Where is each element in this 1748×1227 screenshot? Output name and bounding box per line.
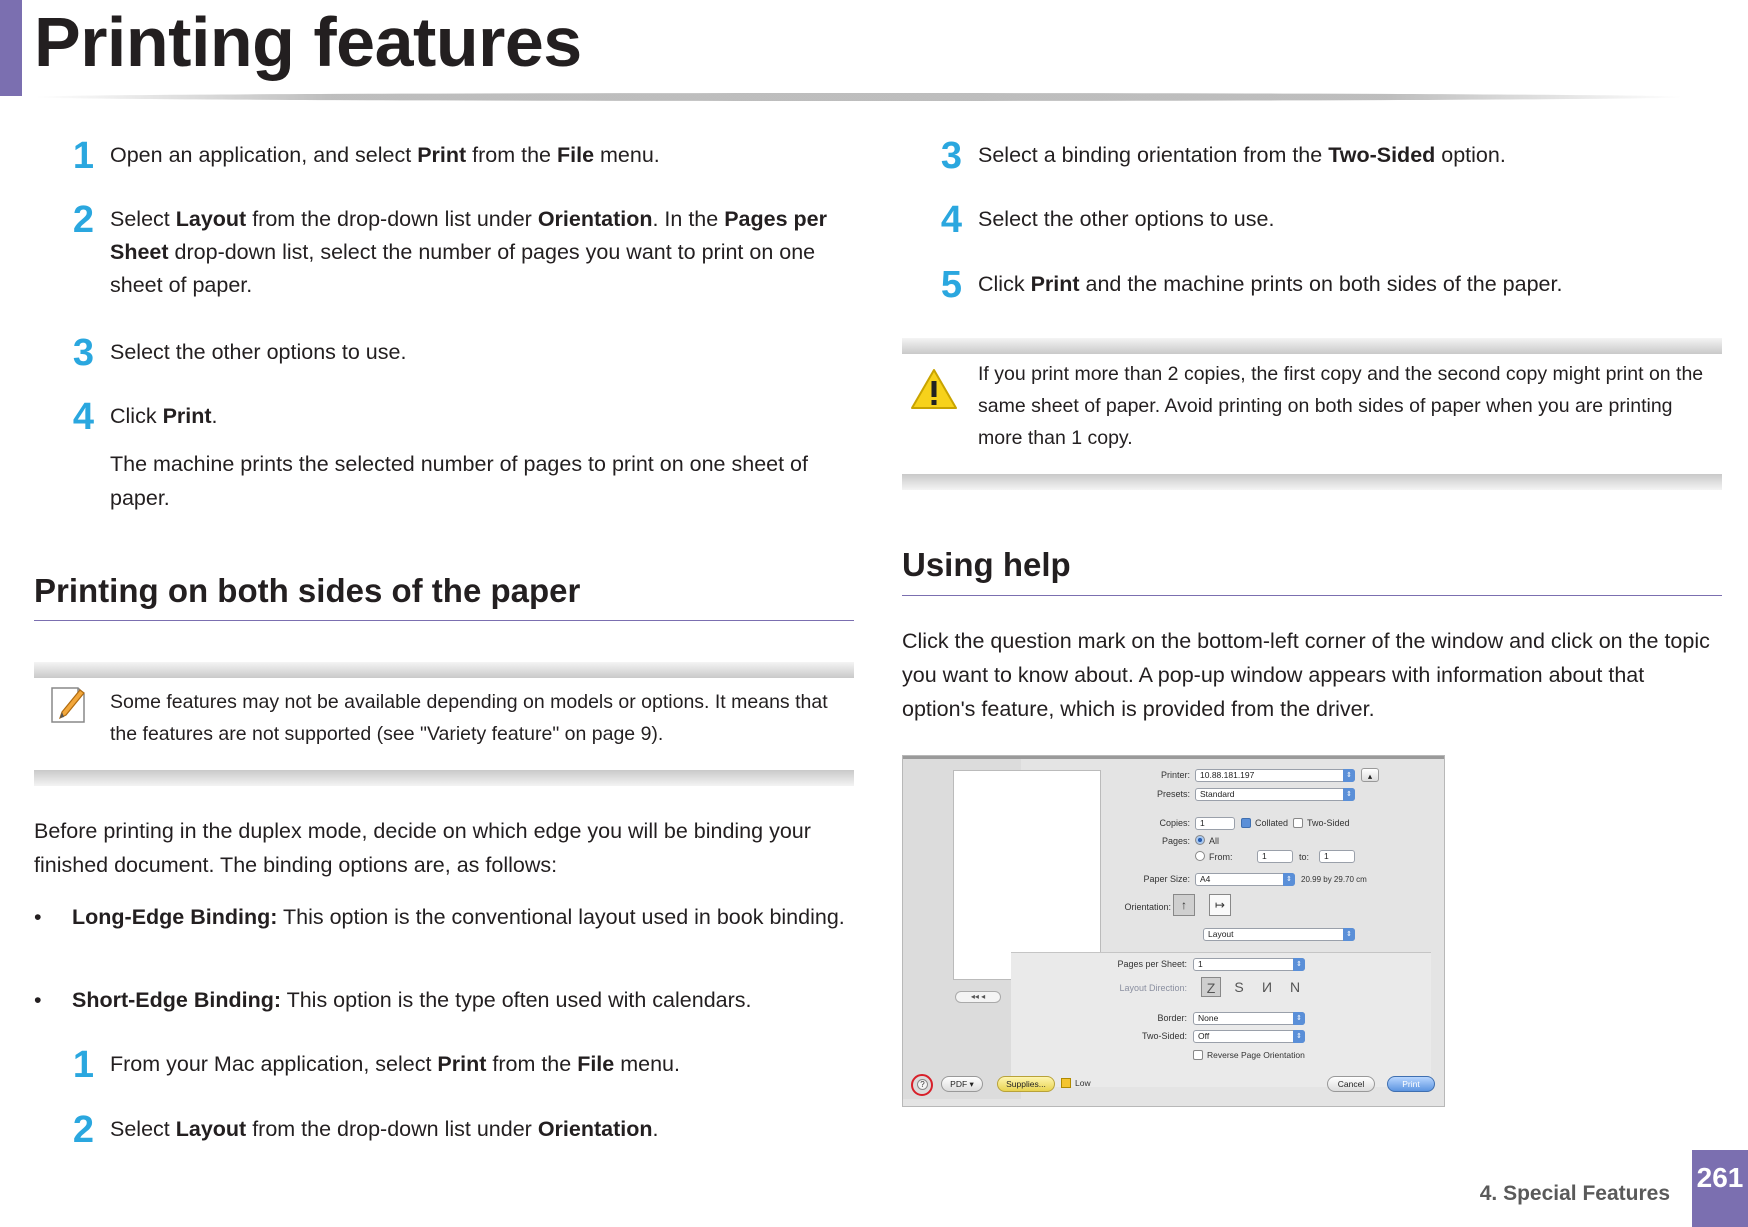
presets-label: Presets: [1156, 789, 1190, 799]
note-box [34, 662, 854, 786]
step-text [110, 203, 854, 302]
step-text-part: and the machine prints on both sides of the paper. [1079, 272, 1563, 296]
step-text [110, 1048, 854, 1081]
page-title: Printing features [34, 3, 582, 81]
ui-term: Print [437, 1052, 487, 1076]
cancel-button[interactable]: Cancel [1327, 1076, 1375, 1092]
preview-prev-buttons[interactable]: ◂◂ ◂ [955, 991, 1001, 1003]
preview-page [953, 770, 1101, 980]
section-title-help: Using help [902, 546, 1071, 583]
ui-term: Pages per Sheet [110, 207, 827, 264]
step-text-part: Select [110, 1117, 176, 1141]
binding-option-desc: This option is the type often used with calendars. [281, 988, 752, 1012]
step-number: 5 [940, 264, 962, 306]
binding-option-text [72, 900, 862, 934]
paper-size-select[interactable] [1195, 873, 1295, 886]
presets-select[interactable] [1195, 788, 1355, 801]
step-text-part: . [211, 404, 218, 428]
two-sided-dropdown-arrow-icon: ⇕ [1293, 1030, 1305, 1043]
step-text [978, 139, 1722, 172]
step-text-part: Select a binding orientation from the [978, 143, 1329, 167]
ui-term: Orientation [537, 207, 653, 231]
pages-from-radio[interactable] [1195, 851, 1205, 861]
orientation-label: Orientation: [1124, 902, 1171, 912]
step-text-part: from the [466, 143, 557, 167]
step-text-part: . In the [652, 207, 725, 231]
ui-term: Orientation [537, 1117, 653, 1141]
note-text: Some features may not be available depending on models or options. It means that the features are not supported (see "Variety feature" on page 9). [110, 691, 828, 745]
step-text-part: drop-down list, select the number of pages you want to print on one sheet of paper. [110, 240, 816, 297]
page-number: 261 [1692, 1150, 1748, 1227]
note-top-bar [34, 662, 854, 678]
step-text-part: Open an application, and select [110, 143, 418, 167]
note-pencil-icon [48, 682, 88, 726]
step-text-part: Select the other options to use. [978, 207, 1275, 231]
section-rule-duplex [34, 620, 854, 621]
step-number: 2 [72, 1109, 94, 1151]
layout-direction-s-icon[interactable]: S [1234, 979, 1244, 995]
orientation-portrait-icon[interactable]: ↑ [1173, 894, 1195, 916]
printer-dropdown-arrow-icon: ⇕ [1343, 769, 1355, 782]
step-number: 3 [940, 135, 962, 177]
border-label: Border: [1157, 1013, 1187, 1023]
binding-option-text [72, 983, 862, 1017]
title-divider [34, 93, 1684, 101]
title-accent-bar [0, 0, 22, 96]
panel-value: Layout [1208, 929, 1234, 939]
caution-top-bar [902, 338, 1722, 354]
help-highlight-circle [911, 1074, 933, 1096]
step-text [110, 336, 854, 369]
section-title-duplex: Printing on both sides of the paper [34, 572, 581, 609]
step-number: 2 [72, 199, 94, 241]
pages-from-label: From: [1209, 852, 1233, 862]
help-question-icon[interactable]: ? [917, 1079, 928, 1090]
step-text-part: menu. [594, 143, 660, 167]
orientation-landscape-icon[interactable]: ↦ [1209, 894, 1231, 916]
reverse-orientation-checkbox[interactable] [1193, 1050, 1203, 1060]
two-sided-checkbox[interactable] [1293, 818, 1303, 828]
duplex-intro: Before printing in the duplex mode, decide on which edge you will be binding your finished document. The binding options are, as follows: [34, 819, 811, 877]
help-description: Click the question mark on the bottom-left corner of the window and click on the topic you want to know about. A pop-up window appears with information about that option's feature, which is provided from the driver. [902, 629, 1710, 721]
pages-to-input[interactable]: 1 [1319, 850, 1355, 863]
border-select[interactable] [1193, 1012, 1305, 1025]
step-number: 1 [72, 135, 94, 177]
step-text-part: Click [978, 272, 1031, 296]
collated-checkbox[interactable] [1241, 818, 1251, 828]
step-text-part: from the drop-down list under [246, 207, 538, 231]
copies-label: Copies: [1159, 818, 1190, 828]
collated-label: Collated [1255, 818, 1289, 828]
panel-select[interactable] [1203, 928, 1355, 941]
reverse-orientation-label: Reverse Page Orientation [1207, 1050, 1305, 1060]
layout-direction-label: Layout Direction: [1119, 983, 1187, 993]
pages-per-sheet-select[interactable] [1193, 958, 1305, 971]
step-text [978, 203, 1722, 236]
step-text-part: menu. [614, 1052, 680, 1076]
two-sided-option-label: Two-Sided: [1141, 1031, 1187, 1041]
ui-term: Print [1030, 272, 1080, 296]
step-4-result: The machine prints the selected number of pages to print on one sheet of paper. [110, 452, 808, 510]
pages-label: Pages: [1161, 836, 1190, 846]
border-value: None [1198, 1013, 1219, 1023]
pages-per-sheet-value: 1 [1198, 959, 1203, 969]
ui-term: File [556, 143, 595, 167]
step-text-part: . [652, 1117, 659, 1141]
two-sided-value: Off [1198, 1031, 1210, 1041]
supplies-button[interactable]: Supplies... [997, 1076, 1055, 1092]
binding-option-label: Long-Edge Binding: [72, 905, 278, 929]
bullet-dot: • [34, 905, 42, 929]
step-text [110, 400, 854, 433]
ui-term: File [577, 1052, 615, 1076]
panel-dropdown-arrow-icon: ⇕ [1343, 928, 1355, 941]
caution-text: If you print more than 2 copies, the first copy and the second copy might print on the same sheet of paper. Avoid printing on both sides of paper when you are printing more than 1 copy. [978, 363, 1704, 449]
step-text-part: Select the other options to use. [110, 340, 407, 364]
pages-all-radio[interactable] [1195, 835, 1205, 845]
step-number: 4 [72, 396, 94, 438]
printer-select[interactable] [1195, 769, 1355, 782]
caution-bottom-bar [902, 474, 1722, 490]
step-text-part: Select [110, 207, 176, 231]
layout-direction-n-icon[interactable]: N [1289, 979, 1301, 995]
binding-option-label: Short-Edge Binding: [72, 988, 281, 1012]
section-rule-help [902, 595, 1722, 596]
printer-label: Printer: [1160, 770, 1190, 780]
paper-size-value: A4 [1200, 874, 1211, 884]
caution-box [902, 338, 1722, 490]
print-dialog-screenshot [902, 755, 1445, 1107]
paper-size-dropdown-arrow-icon: ⇕ [1283, 873, 1295, 886]
pages-to-label: to: [1299, 852, 1310, 862]
ui-term: Two-Sided [1328, 143, 1436, 167]
printer-expand-button[interactable]: ▴ [1361, 768, 1379, 782]
border-dropdown-arrow-icon: ⇕ [1293, 1012, 1305, 1025]
presets-dropdown-arrow-icon: ⇕ [1343, 788, 1355, 801]
copies-input[interactable]: 1 [1195, 817, 1235, 830]
print-button[interactable]: Print [1387, 1076, 1435, 1092]
ui-term: Print [162, 404, 212, 428]
step-text [978, 268, 1722, 301]
caution-warning-icon [910, 368, 958, 410]
paper-dimensions: 20.99 by 29.70 cm [1301, 875, 1367, 884]
pages-per-sheet-label: Pages per Sheet: [1117, 959, 1187, 969]
step-text-part: Click [110, 404, 163, 428]
ui-term: Layout [175, 1117, 247, 1141]
layout-direction-z-icon[interactable]: Z [1201, 977, 1221, 997]
pages-per-sheet-dropdown-arrow-icon: ⇕ [1293, 958, 1305, 971]
layout-options-panel [1011, 952, 1431, 1087]
pages-from-input[interactable]: 1 [1257, 850, 1293, 863]
printer-value: 10.88.181.197 [1200, 770, 1255, 780]
pages-all-label: All [1209, 836, 1220, 846]
step-number: 4 [940, 199, 962, 241]
toner-low-label: Low [1075, 1078, 1091, 1088]
binding-option-desc: This option is the conventional layout used in book binding. [277, 905, 845, 929]
ui-term: Print [417, 143, 467, 167]
presets-value: Standard [1200, 789, 1235, 799]
step-text-part: option. [1435, 143, 1506, 167]
ui-term: Layout [175, 207, 247, 231]
footer-chapter: 4. Special Features [1479, 1182, 1670, 1205]
step-text [110, 1113, 854, 1146]
paper-size-label: Paper Size: [1143, 874, 1190, 884]
step-text [110, 139, 854, 172]
bullet-dot: • [34, 988, 42, 1012]
two-sided-label: Two-Sided [1307, 818, 1350, 828]
step-number: 1 [72, 1044, 94, 1086]
toner-low-icon [1061, 1078, 1071, 1088]
step-number: 3 [72, 332, 94, 374]
pdf-button[interactable]: PDF ▾ [941, 1076, 983, 1092]
layout-direction-n-mirror-icon[interactable]: И [1261, 979, 1273, 995]
step-text-part: From your Mac application, select [110, 1052, 438, 1076]
two-sided-select[interactable] [1193, 1030, 1305, 1043]
step-text-part: from the [486, 1052, 578, 1076]
step-text-part: from the drop-down list under [246, 1117, 538, 1141]
note-bottom-bar [34, 770, 854, 786]
